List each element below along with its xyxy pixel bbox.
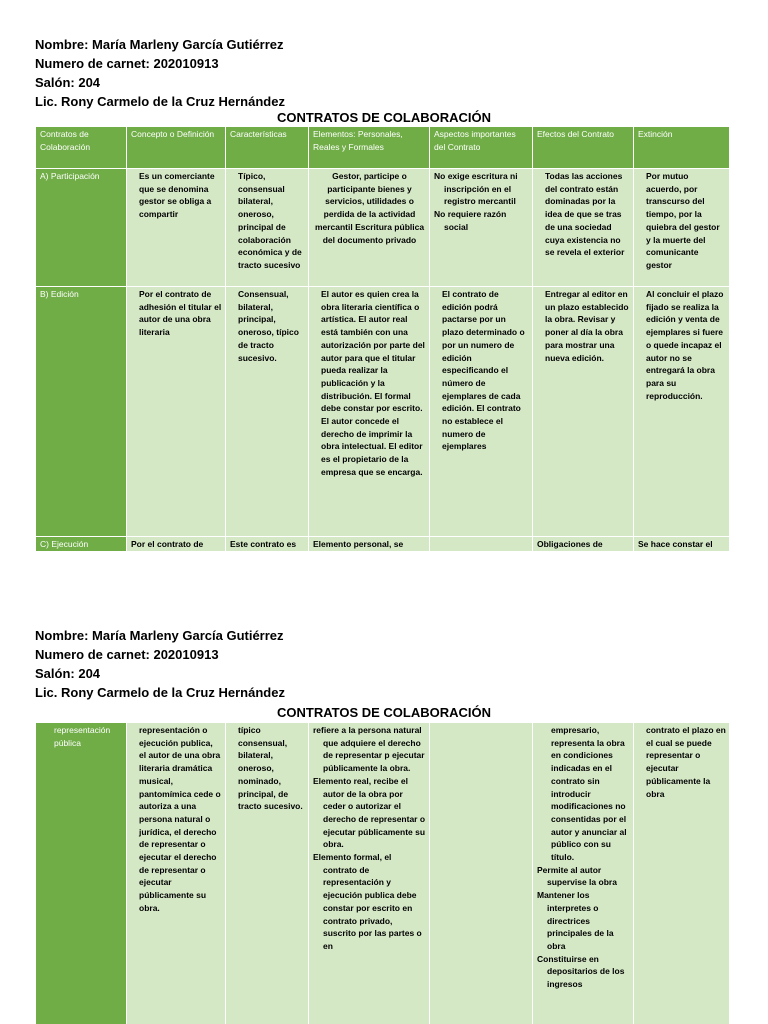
cell-line: Mantener los interpretes o directrices principales de la obra (537, 890, 614, 951)
table-cell: típico consensual, bilateral, oneroso, nominado, principal, de tracto sucesivo. (226, 723, 309, 1024)
cell-line: refiere a la persona natural que adquiere el derecho de representar p ejecutar públicamente la obra. (313, 725, 425, 774)
cell-line: Elemento formal, el contrato de representación y ejecución publica debe constar por escrito en contrato privado, suscrito por las partes o en (313, 852, 422, 951)
table-cell: Consensual, bilateral, principal, oneroso, típico de tracto sucesivo. (226, 287, 309, 537)
document-title: CONTRATOS DE COLABORACIÓN (276, 705, 492, 720)
professor-name: Lic. Rony Carmelo de la Cruz Hernández (35, 685, 285, 700)
table-cell: Típico, consensual bilateral, oneroso, principal de colaboración económica y de tracto sucesivo (226, 169, 309, 287)
table-cell: Por mutuo acuerdo, por transcurso del tiempo, por la quiebra del gestor y la muerte del comunicante gestor (634, 169, 730, 287)
professor-name: Lic. Rony Carmelo de la Cruz Hernández (35, 94, 285, 109)
table-cell: El autor es quien crea la obra literaria científica o artística. El autor real está también con una autorización por parte del autor para que el titular pueda realizar la publicación y la distribución. El formal debe constar por escrito. El autor concede el derecho de imprimir la obra intelectual. El editor es el propietario de la empresa que se encarga. (309, 287, 430, 537)
table-cell: representación o ejecución publica, el autor de una obra literaria dramática musical, pantomímica cede o autoriza a una persona natural o jurídica, el derecho de representar o ejecutar el derecho de representar o ejecutar públicamente su obra. (127, 723, 226, 1024)
table-row (36, 169, 730, 287)
classroom: Salón: 204 (35, 666, 101, 681)
column-header: Concepto o Definición (127, 127, 226, 169)
column-header: Efectos del Contrato (533, 127, 634, 169)
table-cell: Elemento personal, se (309, 537, 430, 552)
table-cell: Es un comerciante que se denomina gestor se obliga a compartir (127, 169, 226, 287)
document-title: CONTRATOS DE COLABORACIÓN (276, 110, 492, 125)
document-page-2 (0, 618, 768, 1024)
cell-line: empresario, representa la obra en condiciones indicadas en el contrato sin introducir modificaciones no consentidas por el autor y anunciar al público con su título. (551, 725, 627, 863)
table-cell: Todas las acciones del contrato están dominadas por la idea de que se tras de una sociedad cuya existencia no se revela el exterior (533, 169, 634, 287)
table-row (36, 287, 730, 537)
row-label: representación pública (36, 723, 127, 1024)
student-name: Nombre: María Marleny García Gutiérrez (35, 37, 284, 52)
cell-line: Permite al autor supervise la obra (537, 864, 617, 888)
student-id: Numero de carnet: 202010913 (35, 647, 219, 662)
table-row (36, 723, 730, 1024)
student-name: Nombre: María Marleny García Gutiérrez (35, 628, 284, 643)
table-cell: contrato el plazo en el cual se puede representar o ejecutar públicamente la obra (634, 723, 730, 1024)
column-header: Características (226, 127, 309, 169)
table-cell: Al concluir el plazo fijado se realiza la edición y venta de ejemplares si fuere o quede incapaz el autor no se entregará la obra para su reproducción. (634, 287, 730, 537)
student-id: Numero de carnet: 202010913 (35, 56, 219, 71)
table-cell: Obligaciones de (533, 537, 634, 552)
table-cell (309, 723, 430, 1024)
contracts-table (35, 126, 730, 552)
column-header: Elementos: Personales, Reales y Formales (309, 127, 430, 169)
cell-line: No exige escritura ni inscripción en el registro mercantil (434, 171, 518, 207)
table-cell (430, 723, 533, 1024)
table-cell: Por el contrato de adhesión el titular el autor de una obra literaria (127, 287, 226, 537)
header-block (35, 35, 285, 111)
cell-line: Constituirse en depositarios de los ingresos (537, 953, 625, 990)
table-cell: Se hace constar el (634, 537, 730, 552)
table-cell: Este contrato es (226, 537, 309, 552)
table-cell: Por el contrato de (127, 537, 226, 552)
row-label: C) Ejecución (36, 537, 127, 552)
table-cell: Entregar al editor en un plazo establecido la obra. Revisar y poner al día la obra para mostrar una nueva edición. (533, 287, 634, 537)
row-label: A) Participación (36, 169, 127, 287)
column-header: Contratos de Colaboración (36, 127, 127, 169)
table-cell (430, 169, 533, 287)
table-cell: El contrato de edición podrá pactarse por un plazo determinado o por un numero de edición especificando el número de ejemplares de cada edición. El contrato no establece el numero de ejemplares (430, 287, 533, 537)
table-row (36, 537, 730, 552)
column-header: Extinción (634, 127, 730, 169)
contracts-table-continued (35, 722, 730, 1024)
row-label: B) Edición (36, 287, 127, 537)
table-cell (430, 537, 533, 552)
column-header: Aspectos importantes del Contrato (430, 127, 533, 169)
table-header-row (36, 127, 730, 169)
cell-line: Elemento real, recibe el autor de la obra por ceder o autorizar el derecho de representar o ejecutar públicamente su obra. (313, 775, 426, 850)
table-cell (533, 723, 634, 1024)
classroom: Salón: 204 (35, 75, 101, 90)
cell-line: No requiere razón social (434, 209, 507, 232)
table-cell: Gestor, participe o participante bienes y servicios, utilidades o perdida de la actividad mercantil Escritura pública del documento privado (309, 169, 430, 287)
header-block (35, 626, 285, 702)
